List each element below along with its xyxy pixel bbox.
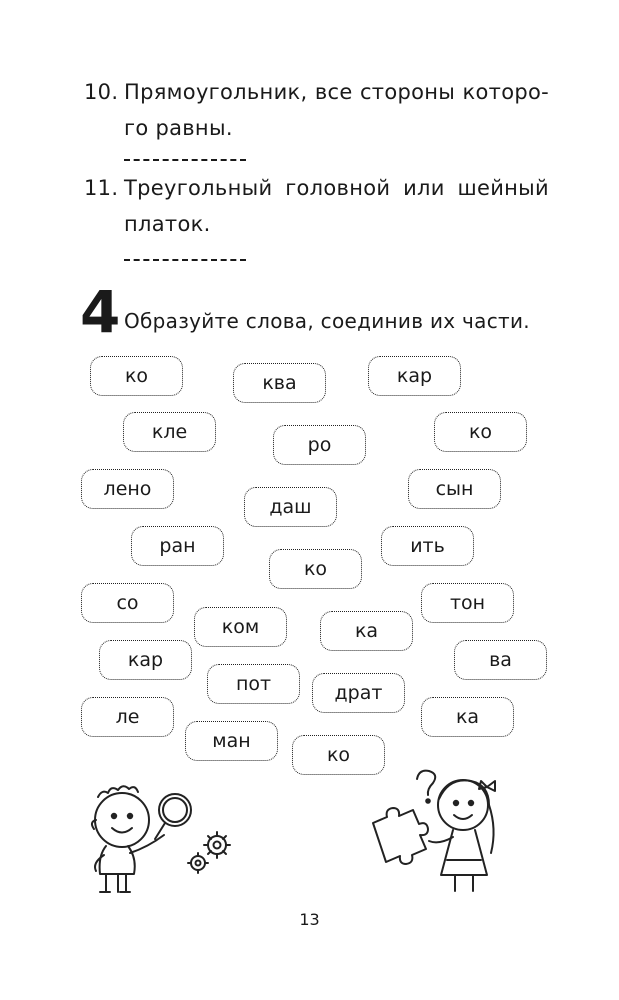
syllable-card[interactable]: ква	[233, 363, 326, 403]
task-instruction: Образуйте слова, соединив их части.	[124, 309, 530, 333]
syllable-card[interactable]: ко	[434, 412, 527, 452]
syllable-card[interactable]: ко	[90, 356, 183, 396]
syllable-card[interactable]: ро	[273, 425, 366, 465]
syllable-card[interactable]: лено	[81, 469, 174, 509]
syllable-card[interactable]: со	[81, 583, 174, 623]
syllable-card[interactable]: драт	[312, 673, 405, 713]
question-number: 11.	[84, 176, 119, 200]
syllable-card[interactable]: ить	[381, 526, 474, 566]
syllable-card[interactable]: ле	[81, 697, 174, 737]
syllable-card[interactable]: кар	[99, 640, 192, 680]
question-text-line2: платок.	[124, 212, 211, 236]
syllable-card[interactable]: ко	[292, 735, 385, 775]
syllable-card[interactable]: ка	[421, 697, 514, 737]
boy-with-magnifier-illustration	[70, 775, 245, 900]
syllable-card[interactable]: ком	[194, 607, 287, 647]
syllable-card[interactable]: кар	[368, 356, 461, 396]
girl-with-puzzle-illustration	[365, 765, 540, 900]
syllable-card[interactable]: ка	[320, 611, 413, 651]
syllable-card[interactable]: сын	[408, 469, 501, 509]
answer-blank[interactable]	[124, 159, 246, 161]
syllable-card[interactable]: тон	[421, 583, 514, 623]
question-text-line2: го равны.	[124, 116, 233, 140]
syllable-card[interactable]: ва	[454, 640, 547, 680]
syllable-card[interactable]: даш	[244, 487, 337, 527]
page-number: 13	[299, 910, 320, 929]
question-number: 10.	[84, 80, 119, 104]
question-text-line1: Треугольный головной или шейный	[124, 176, 549, 200]
syllable-card[interactable]: кле	[123, 412, 216, 452]
syllable-card[interactable]: ран	[131, 526, 224, 566]
answer-blank[interactable]	[124, 259, 246, 261]
syllable-card[interactable]: ман	[185, 721, 278, 761]
question-text-line1: Прямоугольник, все стороны которо-	[124, 80, 549, 104]
syllable-card[interactable]: ко	[269, 549, 362, 589]
syllable-card[interactable]: пот	[207, 664, 300, 704]
task-number: 4	[80, 278, 121, 346]
